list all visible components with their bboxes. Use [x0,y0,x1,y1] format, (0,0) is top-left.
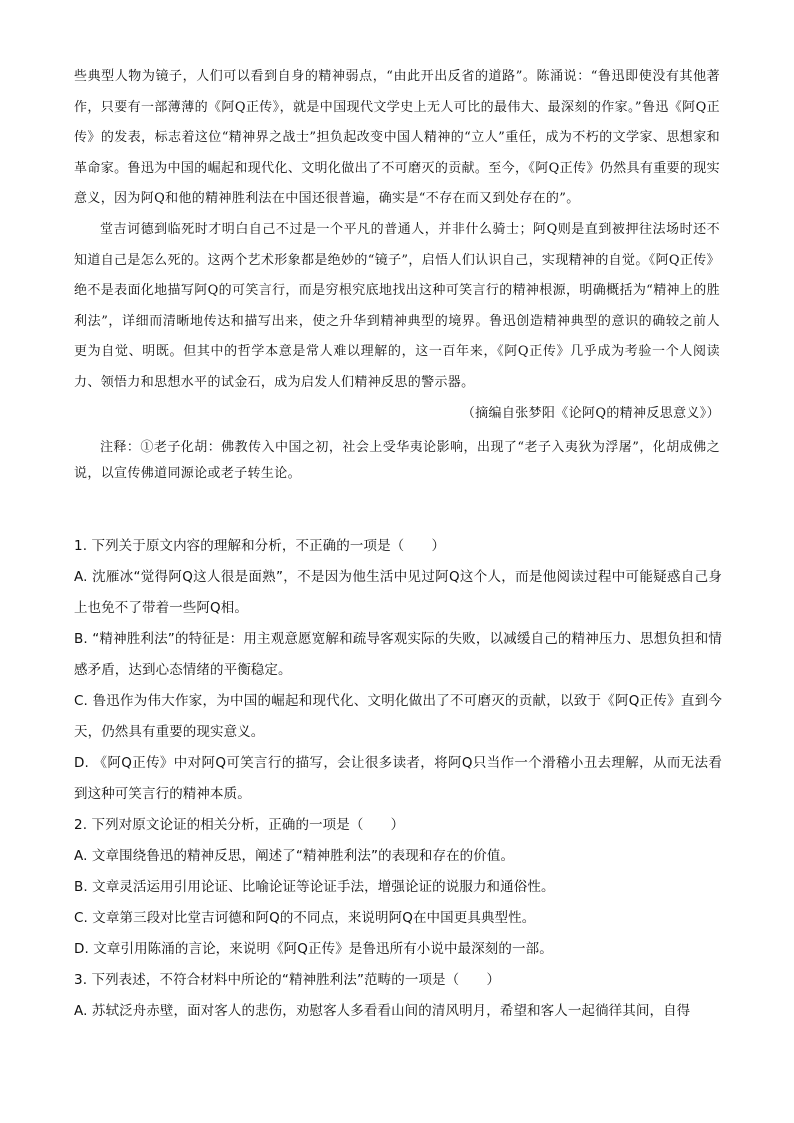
passage-paragraph-2: 堂吉诃德到临死时才明白自己不过是一个平凡的普通人，并非什么骑士；阿Q则是直到被押往法场时还不知道自己是怎么死的。这两个艺术形象都是绝妙的“镜子”，启悟人们认识自己，实现精神的自觉。《阿Q正传》绝不是表面化地描写阿Q的可笑言行，而是穷根究底地找出这种可笑言行的精神根源，明确概括为“精神上的胜利法”，详细而清晰地传达和描写出来，使之升华到精神典型的境界。鲁迅创造精神典型的意识的确较之前人更为自觉、明既。但其中的哲学本意是常人难以理解的，这一百年来，《阿Q正传》几乎成为考验一个人阅读力、领悟力和思想水平的试金石，成为启发人们精神反思的警示器。 [74,221,720,390]
passage-source: （摘编自张梦阳《论阿Q的精神反思意义》） [461,405,720,421]
question-3-stem: 3. 下列表述，不符合材料中所论的“精神胜利法”范畴的一项是（ ） [74,972,501,988]
reading-passage [74,62,720,487]
question-2-option-b: B. 文章灵活运用引用论证、比喻论证等论证手法，增强论证的说服力和通俗性。 [74,879,555,895]
passage-note: 注释：①老子化胡：佛教传入中国之初，社会上受华夷论影响，出现了“老子入夷狄为浮屠”，化胡成佛之说，以宣传佛道同源论或老子转生论。 [74,440,720,482]
question-section [74,531,722,1027]
question-2-option-d: D. 文章引用陈涌的言论，来说明《阿Q正传》是鲁迅所有小说中最深刻的一部。 [74,941,553,957]
question-1-option-c: C. 鲁迅作为伟大作家，为中国的崛起和现代化、文明化做出了不可磨灭的贡献，以致于《阿Q正传》直到今天，仍然具有重要的现实意义。 [74,693,722,740]
question-3-option-a: A. 苏轼泛舟赤壁，面对客人的悲伤，劝慰客人多看看山间的清风明月，希望和客人一起徜徉其间，自得 [74,1003,691,1019]
question-1-option-a: A. 沈雁冰“觉得阿Q这人很是面熟”，不是因为他生活中见过阿Q这个人，而是他阅读过程中可能疑惑自己身上也免不了带着一些阿Q相。 [74,569,722,616]
question-2-stem: 2. 下列对原文论证的相关分析，正确的一项是（ ） [74,817,405,833]
question-1-option-b: B. “精神胜利法”的特征是：用主观意愿宽解和疏导客观实际的失败，以减缓自己的精神压力、思想负担和情感矛盾，达到心态情绪的平衡稳定。 [74,631,722,678]
question-1-option-d: D. 《阿Q正传》中对阿Q可笑言行的描写，会让很多读者，将阿Q只当作一个滑稽小丑去理解，从而无法看到这种可笑言行的精神本质。 [74,755,722,802]
question-2-option-c: C. 文章第三段对比堂吉诃德和阿Q的不同点，来说明阿Q在中国更具典型性。 [74,910,536,926]
passage-paragraph-1: 些典型人物为镜子，人们可以看到自身的精神弱点，“由此开出反省的道路”。陈涌说：“鲁迅即使没有其他著作，只要有一部薄薄的《阿Q正传》，就是中国现代文学史上无人可比的最伟大、最深刻的作家。”鲁迅《阿Q正传》的发表，标志着这位“精神界之战士”担负起改变中国人精神的“立人”重任，成为不朽的文学家、思想家和革命家。鲁迅为中国的崛起和现代化、文明化做出了不可磨灭的贡献。至今，《阿Q正传》仍然具有重要的现实意义，因为阿Q和他的精神胜利法在中国还很普遍，确实是“不存在而又到处存在的”。 [74,69,720,207]
question-2-option-a: A. 文章围绕鲁迅的精神反思，阐述了“精神胜利法”的表现和存在的价值。 [74,848,515,864]
question-1-stem: 1. 下列关于原文内容的理解和分析，不正确的一项是（ ） [74,538,446,554]
